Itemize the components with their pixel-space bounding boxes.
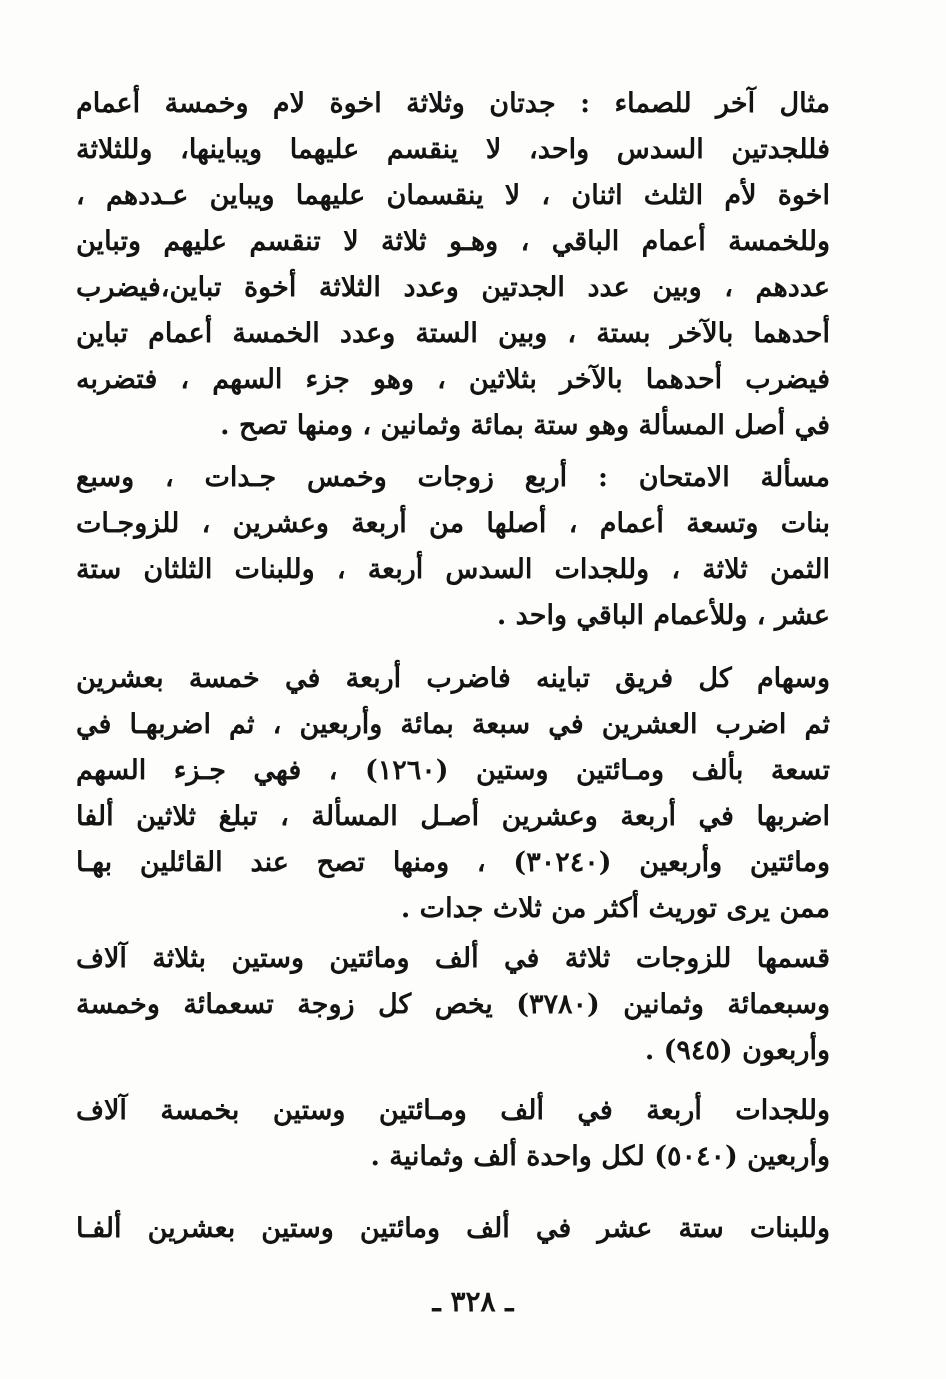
text-line: وللبنات ستة عشر في ألف ومائتين وستين بعشرين ألفـا bbox=[76, 1213, 830, 1244]
text-line: مثال آخر للصماء : جدتان وثلاثة اخوة لام وخمسة أعمام bbox=[76, 88, 830, 119]
text-line: اضربها في أربعة وعشرين أصـل المسألة ، تبلغ ثلاثين ألفا bbox=[76, 801, 830, 832]
paragraph-shares-calculation bbox=[76, 656, 830, 932]
paragraph-grandmothers-share bbox=[76, 1088, 830, 1180]
text-line: وسهام كل فريق تباينه فاضرب أربعة في خمسة بعشرين bbox=[76, 663, 830, 694]
paragraph-example-samaa bbox=[76, 81, 830, 449]
text-line: أحدهما بالآخر بستة ، وبين الستة وعدد الخمسة أعمام تباين bbox=[76, 318, 830, 349]
text-line: وللجدات أربعة في ألف ومـائتين وستين بخمسة آلاف bbox=[76, 1095, 830, 1126]
paragraph-daughters-share bbox=[76, 1206, 830, 1252]
text-line: مسألة الامتحان : أربع زوجات وخمس جـدات ، وسبع bbox=[76, 462, 830, 493]
page-number: ـ ٣٢٨ ـ bbox=[432, 1285, 514, 1318]
text-line: وسبعمائة وثمانين (٣٧٨٠) يخص كل زوجة تسعمائة وخمسة bbox=[76, 989, 830, 1020]
text-line: وأربعين (٥٠٤٠) لكل واحدة ألف وثمانية . bbox=[370, 1141, 830, 1172]
text-line: ومائتين وأربعين (٣٠٢٤٠) ، ومنها تصح عند القائلين بهـا bbox=[76, 847, 830, 878]
text-line: عشر ، وللأعمام الباقي واحد . bbox=[496, 600, 830, 631]
text-line: فيضرب أحدهما بالآخر بثلاثين ، وهو جزء السهم ، فتضربه bbox=[76, 364, 830, 395]
text-line: الثمن ثلاثة ، وللجدات السدس أربعة ، وللبنات الثلثان ستة bbox=[76, 554, 830, 585]
text-line: وللخمسة أعمام الباقي ، وهـو ثلاثة لا تنقسم عليهم وتباين bbox=[76, 226, 830, 257]
text-line: ثم اضرب العشرين في سبعة بمائة وأربعين ، ثم اضربهـا في bbox=[76, 709, 830, 740]
text-line: وأربعون (٩٤٥) . bbox=[644, 1035, 830, 1066]
text-line: بنات وتسعة أعمام ، أصلها من أربعة وعشرين ، للزوجـات bbox=[76, 508, 830, 539]
text-line: ممن يرى توريث أكثر من ثلاث جدات . bbox=[400, 893, 830, 924]
text-line: في أصل المسألة وهو ستة بمائة وثمانين ، ومنها تصح . bbox=[220, 410, 830, 441]
text-line: قسمها للزوجات ثلاثة في ألف ومائتين وستين بثلاثة آلاف bbox=[76, 943, 830, 974]
text-line: اخوة لأم الثلث اثنان ، لا ينقسمان عليهما ويباين عـددهم ، bbox=[76, 180, 830, 211]
text-line: عددهم ، وبين عدد الجدتين وعدد الثلاثة أخوة تباين،فيضرب bbox=[76, 272, 830, 303]
paragraph-wives-share bbox=[76, 936, 830, 1074]
text-line: فللجدتين السدس واحد، لا ينقسم عليهما ويباينها، وللثلاثة bbox=[76, 134, 830, 165]
text-line: تسعة بألف ومـائتين وستين (١٢٦٠) ، فهي جـزء السهم bbox=[76, 755, 830, 786]
paragraph-exam-question bbox=[76, 455, 830, 639]
